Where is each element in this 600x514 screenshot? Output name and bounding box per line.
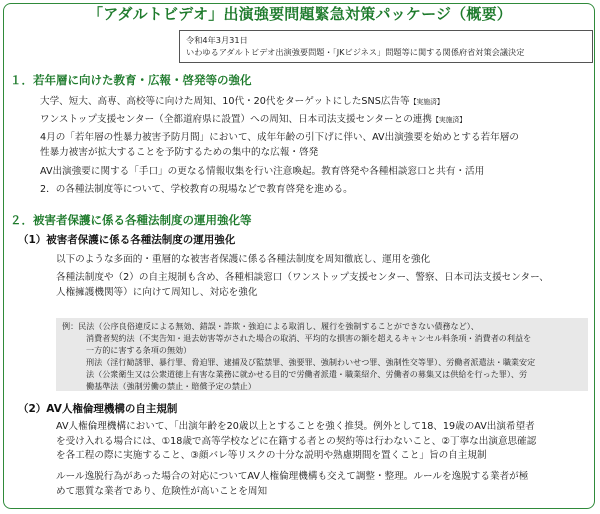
list-item: AV出演強要に関する「手口」の更なる情報収集を行い注意喚起。教育啓発や各種相談窓口と共有・活用 bbox=[40, 165, 592, 180]
list-item: ワンストップ支援センター（全都道府県に設置）への周知、日本司法支援センターとの連携【実施済】 bbox=[40, 113, 592, 128]
legal-examples-box: 例：民法（公序良俗違反による無効、錯誤・詐欺・強迫による取消し、履行を強制することができない債務など）、 消費者契約法（不実告知・退去妨害等がされた場合の取消、平均的な損害の額を超えるキャンセル料条項・消費者の利益を 一方的に害する条項の無効） 刑法（淫行勧誘罪、暴行罪、脅迫罪、逮捕及び監禁罪、強要罪、強制わいせつ罪、強制性交等罪）、労働者派遣法・職業安定 法（公衆衛生又は公衆道徳上有害な業務に就かせる目的で労働者派遣・職業紹介、労働者の募集又は供給を行った罪）、労 働基準法（強制労働の禁止・賠償予定の禁止） bbox=[56, 318, 588, 391]
section2-heading: ２．被害者保護に係る各種法制度の運用強化等 bbox=[10, 213, 252, 227]
list-item: 各種法制度や（2）の自主規制も含め、各種相談窓口（ワンストップ支援センター、警察、日本司法支援センター、 人権擁護機関等）に向けて周知し、対応を強化 bbox=[56, 271, 592, 300]
page-title: 「アダルトビデオ」出演強要問題緊急対策パッケージ（概要） bbox=[88, 5, 512, 23]
decision-body: いわゆるアダルトビデオ出演強要問題・「JKビジネス」問題等に関する関係府省対策会議決定 bbox=[186, 47, 525, 57]
status-tag: 【実施済】 bbox=[432, 116, 466, 124]
list-item: AV人権倫理機構において、「出演年齢を20歳以上とすることを強く推奨。例外として18、19歳のAV出演希望者 を受け入れる場合には、①18歳で高等学校などに在籍する者との契約等は行わないこと、②丁寧な出演意思確認 を各工程の際に実施すること、③顔バレ等リスクの十分な説明や熟慮期間を置くこと」旨の自主規制 bbox=[56, 420, 592, 464]
decision-date: 令和4年3月31日 bbox=[186, 35, 248, 45]
subsection2-heading: （2）AV人権倫理機構の自主規制 bbox=[18, 403, 178, 415]
list-item: 大学、短大、高専、高校等に向けた周知、10代・20代をターゲットにしたSNS広告等【実施済】 bbox=[40, 95, 592, 110]
list-item: 2．の各種法制度等について、学校教育の現場などで教育啓発を進める。 bbox=[40, 183, 592, 198]
list-item: 4月の「若年層の性暴力被害予防月間」において、成年年齢の引下げに伴い、AV出演強要を始めとする若年層の 性暴力被害が拡大することを予防するための集中的な広報・啓発 bbox=[40, 131, 592, 160]
list-item: ルール逸脱行為があった場合の対応についてAV人権倫理機構も交えて調整・整理。ルールを逸脱する業者が極 めて悪質な業者であり、危険性が高いことを周知 bbox=[56, 470, 592, 499]
section1-heading: １．若年層に向けた教育・広報・啓発等の強化 bbox=[10, 73, 252, 87]
status-tag: 【実施済】 bbox=[409, 98, 444, 106]
subsection1-heading: （1）被害者保護に係る各種法制度の運用強化 bbox=[18, 234, 236, 246]
decision-box bbox=[179, 30, 593, 63]
list-item: 以下のような多面的・重層的な被害者保護に係る各種法制度を周知徹底し、運用を強化 bbox=[56, 253, 592, 268]
